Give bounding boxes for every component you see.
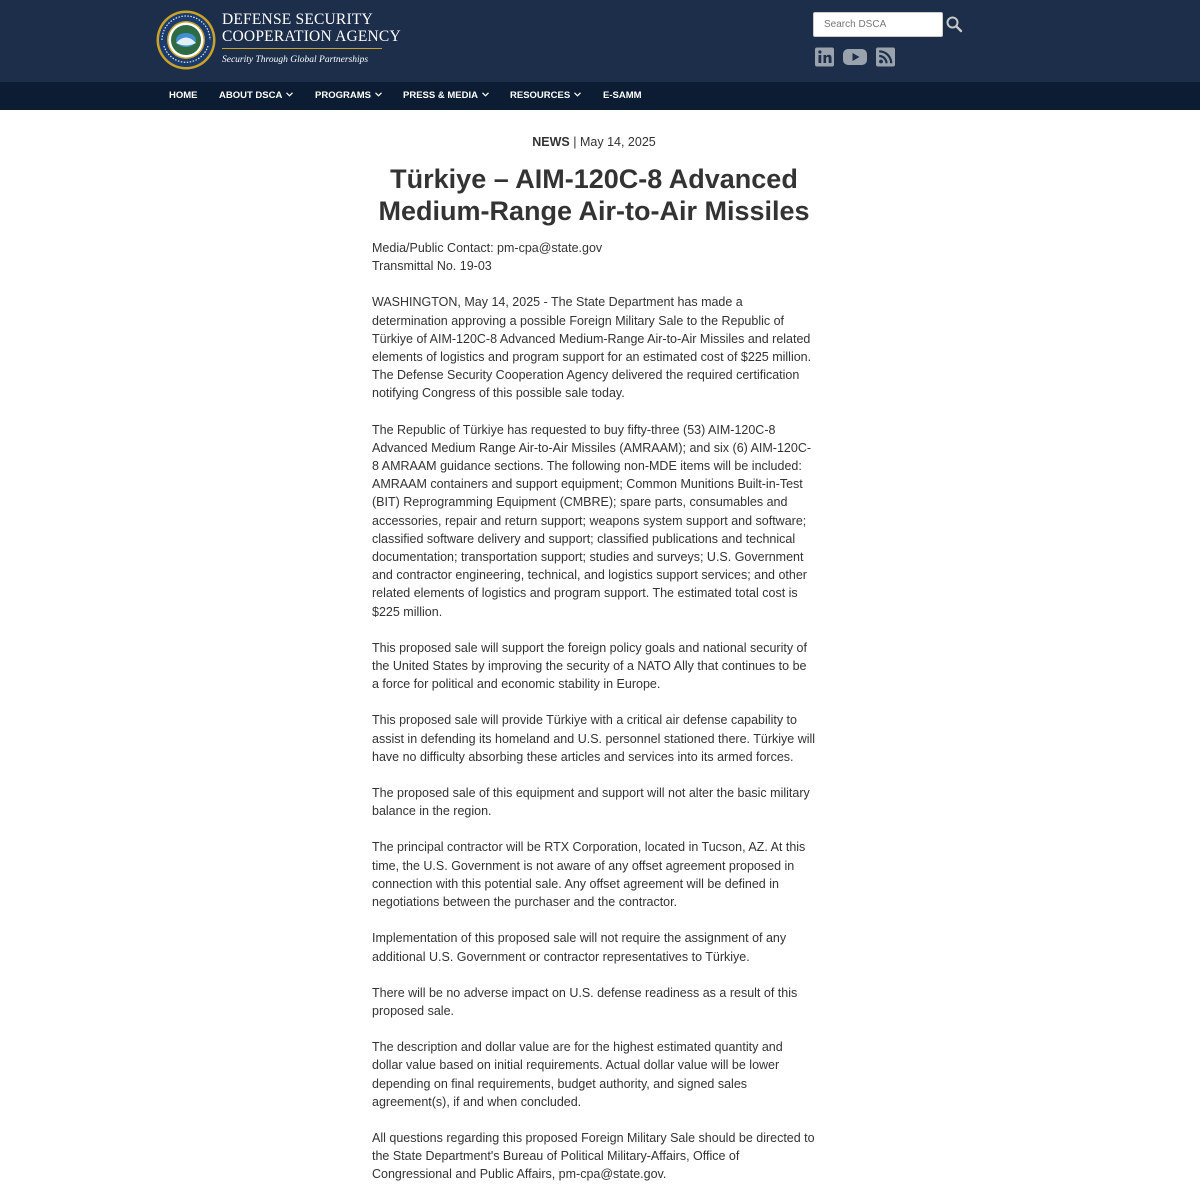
main-nav [0, 82, 1200, 110]
nav-item-home[interactable]: HOME [169, 90, 198, 101]
nav-item-press-media[interactable]: PRESS & MEDIA [403, 82, 489, 110]
agency-name-line2: COOPERATION AGENCY [222, 28, 401, 45]
chevron-down-icon [375, 92, 382, 97]
article-date: May 14, 2025 [579, 135, 656, 149]
article-paragraph: There will be no adverse impact on U.S. defense readiness as a result of this proposed sale. [372, 985, 798, 1018]
article-paragraph: This proposed sale will provide Türkiye with a critical air defense capability to assist in defending its homeland and U.S. personnel stationed there. Türkiye will have no difficulty absorbing these articles and services into its armed forces. [372, 713, 816, 764]
article-paragraph: WASHINGTON, May 14, 2025 - The State Department has made a determination approving a possible Foreign Military Sale to the Republic of Türkiye of AIM-120C-8 Advanced Medium-Range Air-to-Air Missiles and related elements of logistics and program support for an estimated cost of $225 million. The Defense Security Cooperation Agency delivered the required certification notifying Congress of this possible sale today. [372, 295, 812, 401]
article-paragraph: The Republic of Türkiye has requested to buy fifty-three (53) AIM-120C-8 Advanced Medium Range Air-to-Air Missiles (AMRAAM); and six (6) AIM-120C-8 AMRAAM guidance sections. The following non-MDE items will be included: AMRAAM containers and support equipment; Common Munitions Built-in-Test (BIT) Reprogramming Equipment (CMBRE); spare parts, consumables and accessories, repair and return support; weapons system support and software; classified software delivery and support; classified publications and technical documentation; transportation support; studies and surveys; U.S. Government and contractor engineering, technical, and logistics support services; and other related elements of logistics and program support. The estimated total cost is $225 million. [372, 422, 812, 619]
media-contact: Media/Public Contact: pm-cpa@state.gov [372, 241, 603, 255]
nav-item-resources[interactable]: RESOURCES [510, 82, 581, 110]
article-contact-block [372, 239, 816, 275]
article-meta [356, 133, 832, 151]
dsca-seal-logo[interactable] [156, 10, 216, 70]
chevron-down-icon [286, 92, 293, 97]
article-category[interactable]: NEWS [532, 135, 570, 149]
article-paragraph: This proposed sale will support the foreign policy goals and national security of the United States by improving the security of a NATO Ally that continues to be a force for political and economic stability in Europe. [372, 640, 807, 692]
search-input[interactable] [813, 12, 943, 37]
article-paragraph: Implementation of this proposed sale will not require the assignment of any additional U.S. Government or contractor representatives to Türkiye. [372, 931, 787, 964]
agency-name-line1: DEFENSE SECURITY [222, 11, 373, 28]
wordmark-divider [222, 48, 382, 49]
article-title: Türkiye – AIM-120C-8 Advanced Medium-Range Air-to-Air Missiles [378, 164, 810, 226]
nav-item-programs[interactable]: PROGRAMS [315, 82, 382, 110]
linkedin-icon[interactable] [815, 47, 834, 67]
agency-wordmark[interactable] [222, 11, 401, 65]
youtube-icon[interactable] [843, 47, 867, 67]
search-icon[interactable] [945, 15, 963, 33]
meta-separator: | [573, 135, 577, 149]
article-paragraph: The description and dollar value are for the highest estimated quantity and dollar value based on initial requirements. Actual dollar value will be lower depending on final requirements, budget authority, and signed sales agreement(s), if and when concluded. [372, 1040, 783, 1109]
article-body [372, 133, 816, 1184]
article-paragraph: All questions regarding this proposed Foreign Military Sale should be directed to the State Department's Bureau of Political Military-Affairs, Office of Congressional and Public Affairs, pm-cpa@state.gov. [372, 1130, 815, 1182]
rss-icon[interactable] [876, 47, 895, 67]
nav-item-e-samm[interactable]: E-SAMM [603, 90, 642, 101]
chevron-down-icon [482, 92, 489, 97]
article-paragraph: The principal contractor will be RTX Corporation, located in Tucson, AZ. At this time, the U.S. Government is not aware of any offset agreement proposed in connection with this potential sale. Any offset agreement will be defined in negotiations between the purchaser and the contractor. [372, 840, 806, 910]
transmittal-number: Transmittal No. 19-03 [372, 259, 492, 274]
site-header [0, 0, 1200, 82]
chevron-down-icon [574, 92, 581, 97]
article-paragraph: The proposed sale of this equipment and support will not alter the basic military balance in the region. [372, 786, 810, 819]
agency-tagline: Security Through Global Partnerships [222, 55, 369, 65]
nav-item-about-dsca[interactable]: ABOUT DSCA [219, 82, 293, 110]
